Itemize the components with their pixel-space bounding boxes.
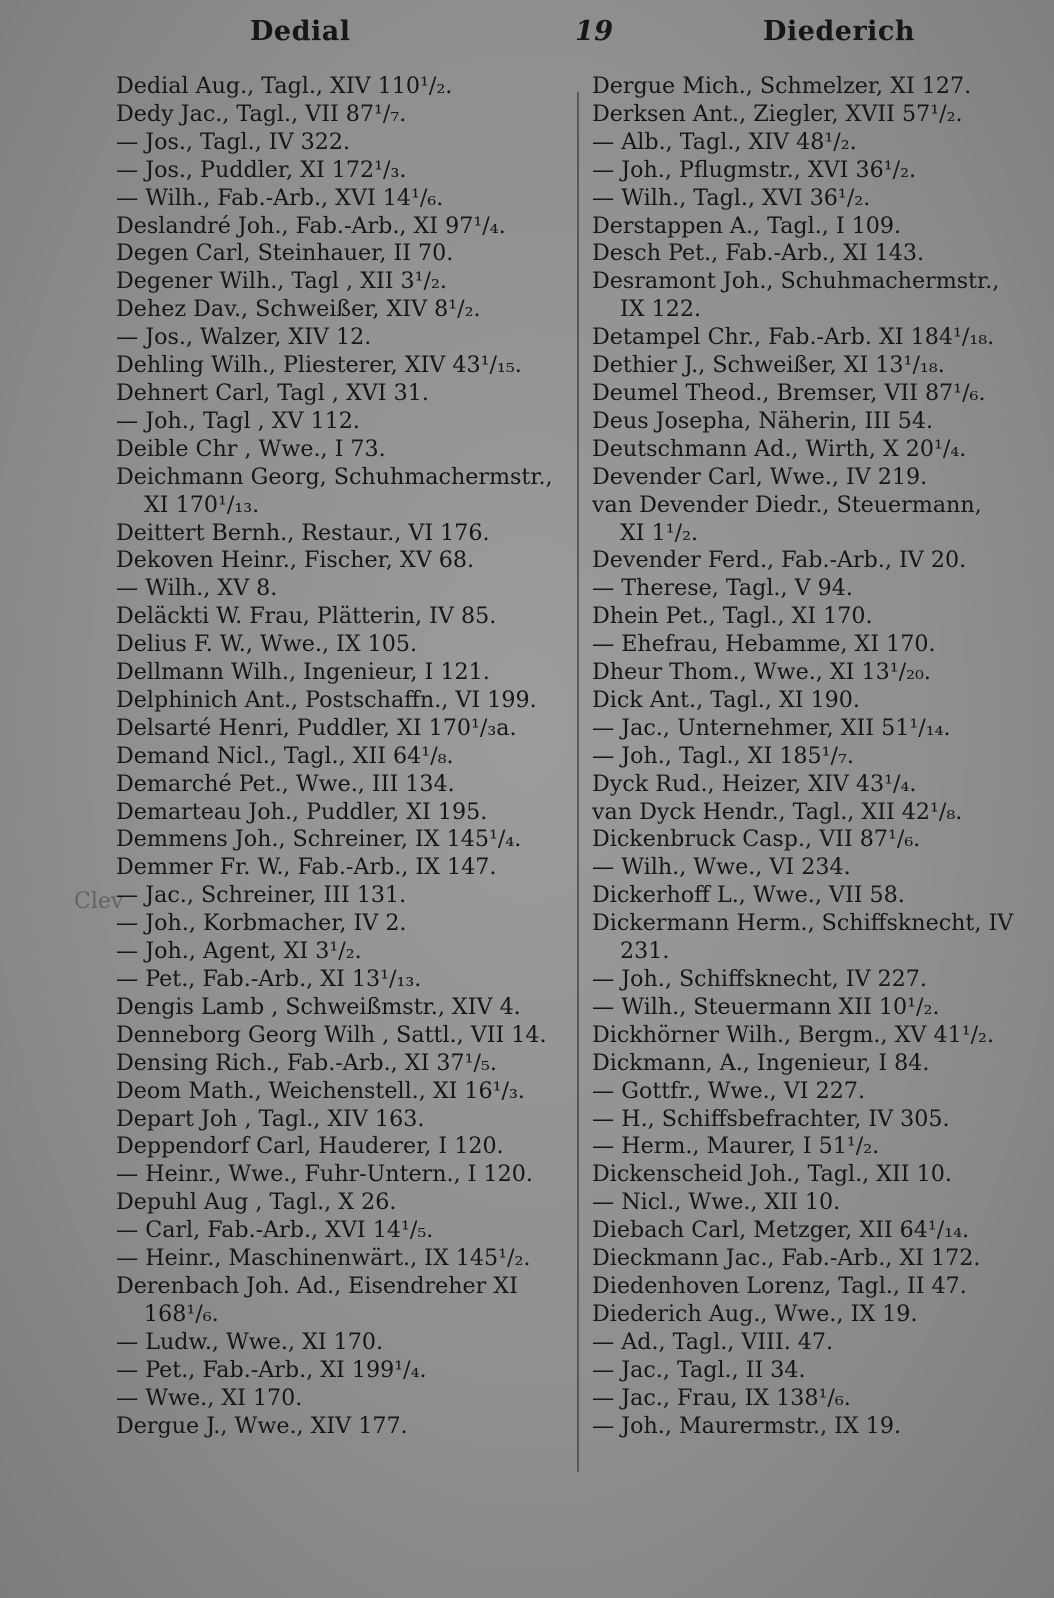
directory-entry: Dhein Pet., Tagl., XI 170. — [592, 603, 873, 630]
directory-entry: Diedenhoven Lorenz, Tagl., II 47. — [592, 1272, 967, 1299]
directory-entry: Diederich Aug., Wwe., IX 19. — [592, 1300, 918, 1327]
directory-entry: Dehling Wilh., Pliesterer, XIV 43¹/₁₅. — [116, 352, 522, 379]
entry-continuation: XI 170¹/₁₃. — [144, 491, 260, 518]
directory-entry: Deom Math., Weichenstell., XI 16¹/₃. — [116, 1077, 525, 1104]
header-left-keyword: Dedial — [250, 16, 351, 47]
directory-entry: Devender Carl, Wwe., IV 219. — [592, 463, 928, 490]
directory-entry: Delius F. W., Wwe., IX 105. — [116, 631, 418, 658]
directory-entry: Dick Ant., Tagl., XI 190. — [592, 686, 860, 713]
directory-entry: Dyck Rud., Heizer, XIV 43¹/₄. — [592, 770, 917, 797]
directory-entry: Dickhörner Wilh., Bergm., XV 41¹/₂. — [592, 1021, 995, 1048]
directory-entry: Dickmann, A., Ingenieur, I 84. — [592, 1049, 930, 1076]
directory-entry: Deus Josepha, Näherin, III 54. — [592, 407, 934, 434]
directory-entry: — Herm., Maurer, I 51¹/₂. — [592, 1133, 880, 1160]
column-divider — [577, 92, 579, 1472]
left-column — [116, 73, 568, 1440]
directory-entry: Dehez Dav., Schweißer, XIV 8¹/₂. — [116, 296, 481, 323]
directory-entry: — Jac., Frau, IX 138¹/₆. — [592, 1384, 851, 1411]
directory-entry: van Dyck Hendr., Tagl., XII 42¹/₈. — [592, 798, 963, 825]
directory-entry: Dehnert Carl, Tagl , XVI 31. — [116, 379, 429, 406]
directory-entry: Depart Joh , Tagl., XIV 163. — [116, 1105, 425, 1132]
directory-entry: Degen Carl, Steinhauer, II 70. — [116, 240, 454, 267]
directory-entry: Dickermann Herm., Schiffsknecht, IV — [592, 910, 1014, 937]
directory-entry: Dergue Mich., Schmelzer, XI 127. — [592, 73, 972, 99]
entry-continuation: 168¹/₆. — [144, 1300, 219, 1327]
directory-entry: Dedial Aug., Tagl., XIV 110¹/₂. — [116, 73, 453, 99]
directory-entry: — Pet., Fab.-Arb., XI 13¹/₁₃. — [116, 966, 422, 992]
directory-entry: — Ludw., Wwe., XI 170. — [116, 1328, 384, 1355]
directory-entry: Deutschmann Ad., Wirth, X 20¹/₄. — [592, 435, 967, 462]
directory-entry: Deichmann Georg, Schuhmachermstr., — [116, 463, 553, 490]
directory-entry: Densing Rich., Fab.-Arb., XI 37¹/₅. — [116, 1049, 497, 1076]
directory-entry: — Therese, Tagl., V 94. — [592, 575, 853, 602]
directory-entry: — Joh., Pflugmstr., XVI 36¹/₂. — [592, 156, 917, 183]
directory-entry: Derstappen A., Tagl., I 109. — [592, 212, 902, 239]
directory-entry: — Wilh., Wwe., VI 234. — [592, 854, 851, 881]
directory-entry: Derenbach Joh. Ad., Eisendreher XI — [116, 1272, 518, 1299]
running-header — [250, 10, 915, 54]
directory-entry: — Ad., Tagl., VIII. 47. — [592, 1328, 834, 1355]
directory-entry: Deslandré Joh., Fab.-Arb., XI 97¹/₄. — [116, 212, 506, 239]
directory-entry: Delsarté Henri, Puddler, XI 170¹/₃a. — [116, 714, 517, 741]
directory-entry: Desch Pet., Fab.-Arb., XI 143. — [592, 240, 925, 267]
directory-entry: — Wilh., Tagl., XVI 36¹/₂. — [592, 184, 871, 211]
directory-entry: — Joh., Agent, XI 3¹/₂. — [116, 938, 362, 965]
directory-entry: Devender Ferd., Fab.-Arb., IV 20. — [592, 547, 967, 574]
directory-entry: — Wilh., Fab.-Arb., XVI 14¹/₆. — [116, 184, 444, 211]
directory-entry: — Jac., Unternehmer, XII 51¹/₁₄. — [592, 714, 951, 741]
directory-entry: Deible Chr , Wwe., I 73. — [116, 435, 386, 462]
directory-entry: — Joh., Korbmacher, IV 2. — [116, 910, 407, 937]
right-column — [592, 73, 1038, 1440]
directory-entry: Deppendorf Carl, Hauderer, I 120. — [116, 1133, 504, 1160]
directory-entry: Diebach Carl, Metzger, XII 64¹/₁₄. — [592, 1217, 970, 1244]
directory-entry: — Alb., Tagl., XIV 48¹/₂. — [592, 128, 857, 155]
directory-entry: Demmer Fr. W., Fab.-Arb., IX 147. — [116, 854, 497, 881]
directory-entry: Denneborg Georg Wilh , Sattl., VII 14. — [116, 1021, 547, 1048]
directory-entry: — Ehefrau, Hebamme, XI 170. — [592, 631, 936, 658]
directory-entry: — Jac., Tagl., II 34. — [592, 1356, 806, 1383]
directory-entry: Delphinich Ant., Postschaffn., VI 199. — [116, 686, 537, 713]
directory-entry: Depuhl Aug , Tagl., X 26. — [116, 1189, 397, 1216]
directory-entry: Detampel Chr., Fab.-Arb. XI 184¹/₁₈. — [592, 324, 995, 351]
directory-entry: Demmens Joh., Schreiner, IX 145¹/₄. — [116, 826, 522, 853]
directory-entry: — Pet., Fab.-Arb., XI 199¹/₄. — [116, 1356, 427, 1383]
directory-entry: Dheur Thom., Wwe., XI 13¹/₂₀. — [592, 659, 931, 686]
entry-continuation: 231. — [620, 938, 670, 965]
directory-entry: Degener Wilh., Tagl , XII 3¹/₂. — [116, 268, 447, 295]
directory-entry: — Joh., Maurermstr., IX 19. — [592, 1412, 902, 1439]
directory-entry: — Heinr., Wwe., Fuhr-Untern., I 120. — [116, 1161, 533, 1188]
directory-entry: — Wwe., XI 170. — [116, 1384, 303, 1411]
directory-entry: Demand Nicl., Tagl., XII 64¹/₈. — [116, 742, 454, 769]
directory-entry: Dickerhoff L., Wwe., VII 58. — [592, 882, 905, 909]
directory-entry: — Jos., Tagl., IV 322. — [116, 128, 351, 155]
directory-entry: — Jos., Puddler, XI 172¹/₃. — [116, 156, 407, 183]
directory-entry: Dengis Lamb , Schweißmstr., XIV 4. — [116, 993, 521, 1020]
directory-entry: Dickenscheid Joh., Tagl., XII 10. — [592, 1161, 952, 1188]
directory-entry: — Jac., Schreiner, III 131. — [116, 882, 407, 909]
directory-entry: Demarteau Joh., Puddler, XI 195. — [116, 798, 488, 825]
directory-entry: — Joh., Schiffsknecht, IV 227. — [592, 966, 927, 992]
directory-entry: — Gottfr., Wwe., VI 227. — [592, 1077, 866, 1104]
directory-entry: — Nicl., Wwe., XII 10. — [592, 1189, 841, 1216]
directory-entry: Deittert Bernh., Restaur., VI 176. — [116, 519, 490, 546]
bleed-through-text: Clev — [74, 889, 124, 914]
directory-entry: — Joh., Tagl , XV 112. — [116, 407, 360, 434]
directory-entry: Dellmann Wilh., Ingenieur, I 121. — [116, 659, 490, 686]
directory-entry: — Wilh., Steuermann XII 10¹/₂. — [592, 993, 940, 1020]
directory-entry: — Joh., Tagl., XI 185¹/₇. — [592, 742, 854, 769]
directory-entry: van Devender Diedr., Steuermann, — [592, 491, 982, 518]
directory-entry: — Jos., Walzer, XIV 12. — [116, 324, 372, 351]
directory-entry: — H., Schiffsbefrachter, IV 305. — [592, 1105, 950, 1132]
directory-entry: Deläckti W. Frau, Plätterin, IV 85. — [116, 603, 497, 630]
directory-entry: Deumel Theod., Bremser, VII 87¹/₆. — [592, 379, 986, 406]
directory-entry: Dieckmann Jac., Fab.-Arb., XI 172. — [592, 1245, 981, 1272]
directory-entry: — Heinr., Maschinenwärt., IX 145¹/₂. — [116, 1245, 531, 1272]
directory-entry: Dekoven Heinr., Fischer, XV 68. — [116, 547, 475, 574]
directory-entry: Demarché Pet., Wwe., III 134. — [116, 770, 455, 797]
directory-entry: Derksen Ant., Ziegler, XVII 57¹/₂. — [592, 100, 963, 127]
entry-continuation: XI 1¹/₂. — [620, 519, 699, 546]
directory-entry: Dedy Jac., Tagl., VII 87¹/₇. — [116, 100, 407, 127]
entry-continuation: IX 122. — [620, 296, 702, 323]
directory-entry: Dergue J., Wwe., XIV 177. — [116, 1412, 408, 1439]
directory-entry: Dickenbruck Casp., VII 87¹/₆. — [592, 826, 921, 853]
directory-entry: — Wilh., XV 8. — [116, 575, 278, 602]
directory-entry: Desramont Joh., Schuhmachermstr., — [592, 268, 1000, 295]
page-number: 19 — [575, 16, 614, 47]
directory-entry: — Carl, Fab.-Arb., XVI 14¹/₅. — [116, 1217, 434, 1244]
directory-entry: Dethier J., Schweißer, XI 13¹/₁₈. — [592, 352, 945, 379]
header-right-keyword: Diederich — [763, 16, 915, 47]
